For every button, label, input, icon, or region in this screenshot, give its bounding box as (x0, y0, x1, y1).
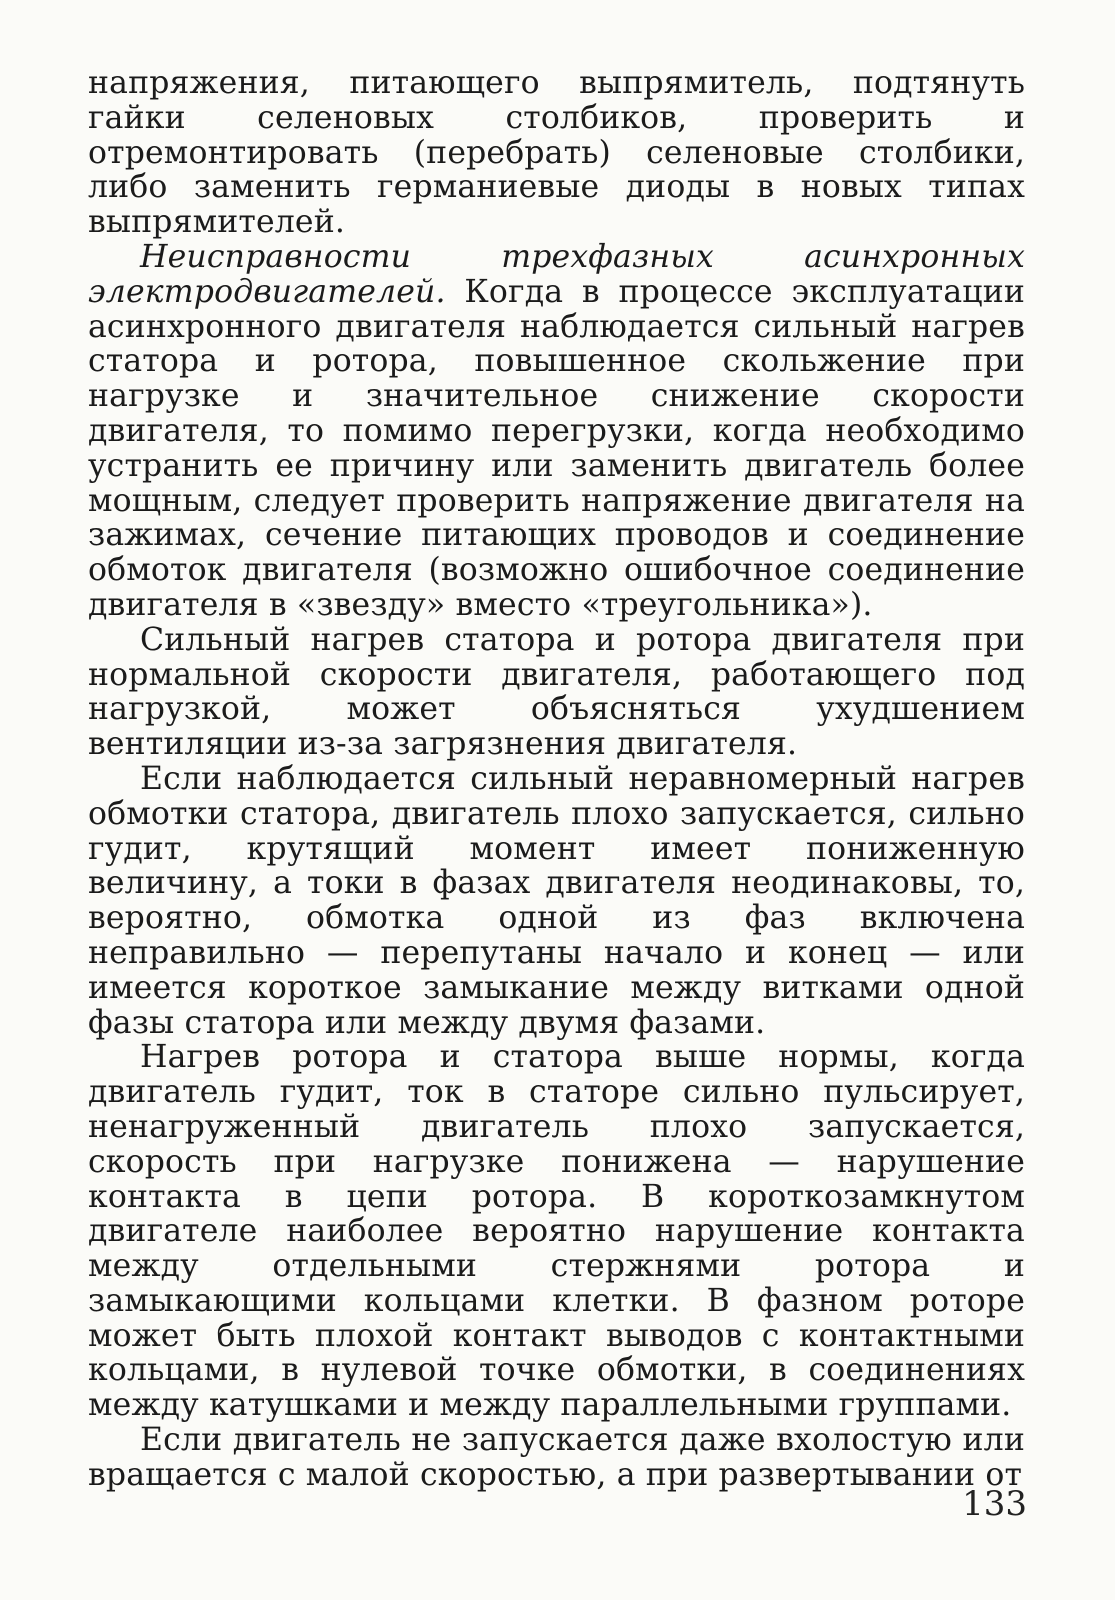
section-heading-italic: Неисправности трехфазных асинхронных электродвигателей. (88, 238, 1025, 310)
paragraph-text: Сильный нагрев статора и ротора двигателя при нормальной скорости двигателя, работающего под нагрузкой, может объясняться ухудшением вентиляции из-за загрязнения двигателя. (88, 621, 1025, 763)
paragraph-stator-winding (88, 762, 1025, 1040)
paragraph-continuation (88, 66, 1025, 240)
page-number: 133 (962, 1484, 1027, 1524)
page-body (88, 66, 1025, 1493)
paragraph-rotor-contact (88, 1040, 1025, 1423)
paragraph-text: Нагрев ротора и статора выше нормы, когда двигатель гудит, ток в статоре сильно пульсирует, ненагруженный двигатель плохо запускается, скорость при нагрузке понижена — нарушение контакта в цепи ротора. В короткозамкнутом двигателе наиболее вероятно нарушение контакта между отдельными стержнями ротора и замыкающими кольцами клетки. В фазном роторе может быть плохой контакт выводов с контактными кольцами, в нулевой точке обмотки, в соединениях между катушками и между параллельными группами. (88, 1039, 1025, 1424)
paragraph-no-start (88, 1423, 1025, 1493)
paragraph-text: Если наблюдается сильный неравномерный нагрев обмотки статора, двигатель плохо запускается, сильно гудит, крутящий момент имеет пониженную величину, а токи в фазах двигателя неодинаковы, то, вероятно, обмотка одной из фаз включена неправильно — перепутаны начало и конец — или имеется короткое замыкание между витками одной фазы статора или между двумя фазами. (88, 760, 1025, 1041)
paragraph-text: Если двигатель не запускается даже вхолостую или вращается с малой скоростью, а при развертывании от (88, 1422, 1025, 1493)
paragraph-motor-faults (88, 240, 1025, 623)
paragraph-text: напряжения, питающего выпрямитель, подтянуть гайки селеновых столбиков, проверить и отремонтировать (перебрать) селеновые столбики, либо заменить германиевые диоды в новых типах выпрямителей. (88, 65, 1025, 241)
paragraph-text: Когда в процессе эксплуатации асинхронного двигателя наблюдается сильный нагрев статора и ротора, повышенное скольжение при нагрузке и значительное снижение скорости двигателя, то помимо перегрузки, когда необходимо устранить ее причину или заменить двигатель более мощным, следует проверить напряжение двигателя на зажимах, сечение питающих проводов и соединение обмоток двигателя (возможно ошибочное соединение двигателя в «звезду» вместо «треугольника»). (88, 273, 1025, 623)
paragraph-ventilation (88, 623, 1025, 762)
